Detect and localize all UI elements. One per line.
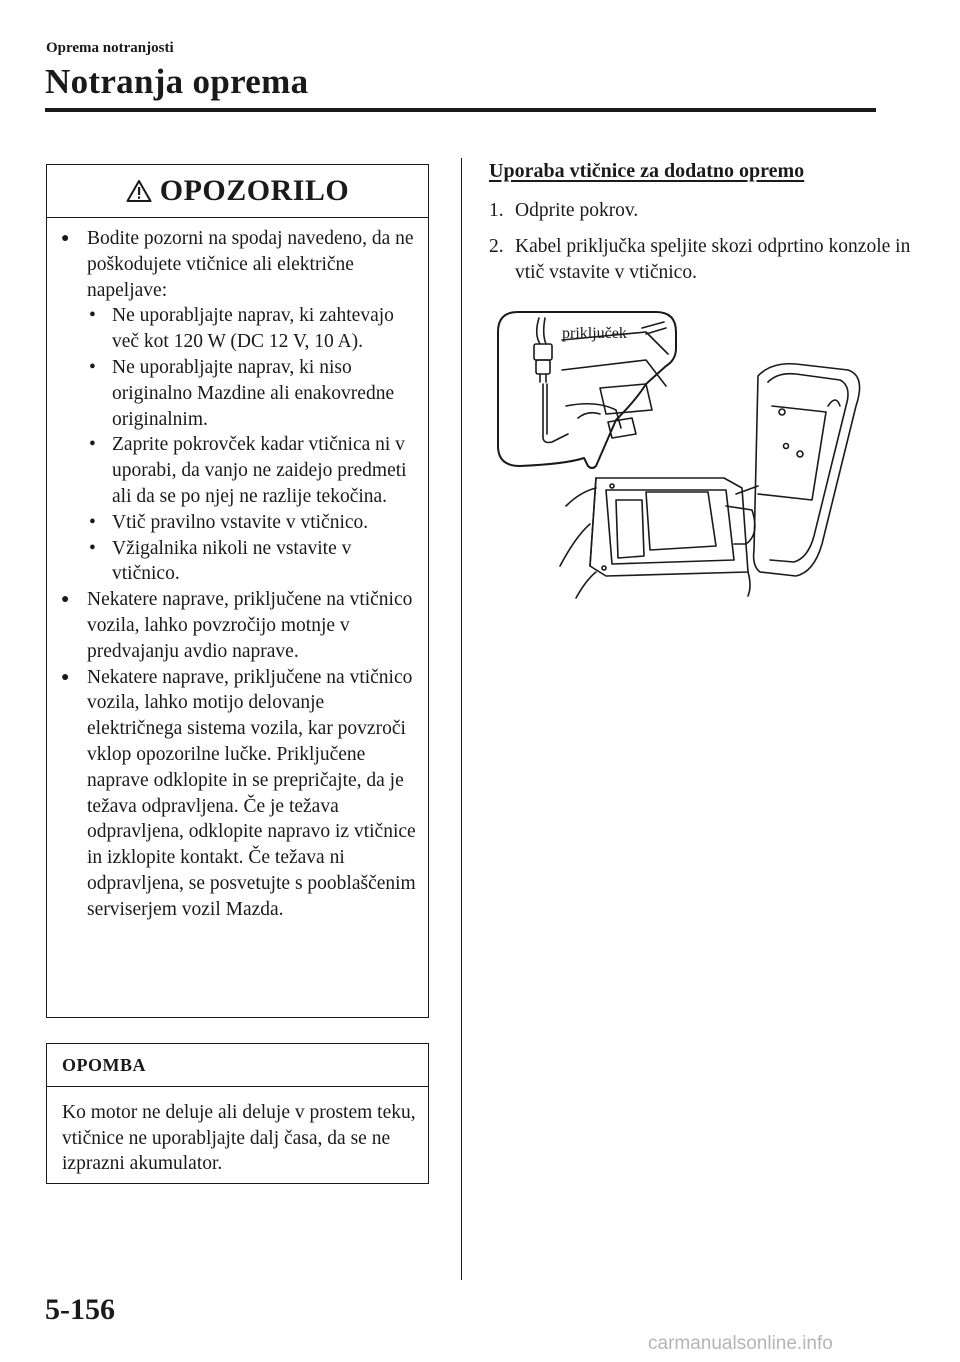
armrest-console-illustration <box>496 310 871 600</box>
warning-subitem-text: Vtič pravilno vstavite v vtičnico. <box>112 511 369 533</box>
bullet-icon: • <box>89 305 96 327</box>
warning-subitem <box>47 355 418 432</box>
warning-item-text: Bodite pozorni na spodaj navedeno, da ne poškodujete vtičnice ali električne napeljave: <box>87 228 414 301</box>
note-header <box>47 1044 428 1087</box>
bullet-icon: • <box>89 537 96 559</box>
bullet-icon: • <box>89 356 96 378</box>
warning-subitem <box>47 303 418 355</box>
bullet-icon: ● <box>61 669 70 685</box>
warning-subitem <box>47 536 418 588</box>
warning-subitem-text: Ne uporabljajte naprav, ki niso originalno Mazdine ali enakovredne originalnim. <box>112 356 395 430</box>
warning-item-text: Nekatere naprave, priključene na vtičnico vozila, lahko povzročijo motnje v predvajanju avdio naprave. <box>87 589 413 662</box>
section-heading: Uporaba vtičnice za dodatno opremo <box>489 160 805 182</box>
note-text: Ko motor ne deluje ali deluje v prostem teku, vtičnice ne uporabljajte dalj časa, da se ne izprazni akumulator. <box>62 1102 416 1174</box>
figure-label: priključek <box>562 325 627 342</box>
watermark: carmanualsonline.info <box>648 1333 833 1354</box>
section-label: Oprema notranjosti <box>46 40 174 56</box>
warning-triangle-icon <box>126 179 152 203</box>
column-divider <box>461 158 462 1280</box>
page-title: Notranja oprema <box>45 62 309 101</box>
step-1 <box>489 198 889 224</box>
page-number: 5-156 <box>45 1293 115 1326</box>
bullet-icon: ● <box>61 592 70 608</box>
step-number: 2. <box>489 236 504 257</box>
step-2 <box>489 234 915 286</box>
warning-subitem <box>47 432 418 509</box>
note-title: OPOMBA <box>62 1054 146 1075</box>
warning-subitem-text: Zaprite pokrovček kadar vtičnica ni v uporabi, da vanjo ne zaidejo predmeti ali da se po njej ne razlije tekočina. <box>112 434 407 507</box>
warning-title: OPOZORILO <box>159 174 350 207</box>
bullet-icon: ● <box>61 231 70 246</box>
bullet-icon: • <box>89 511 96 533</box>
step-number: 1. <box>489 200 504 221</box>
warning-header <box>47 165 428 218</box>
note-box <box>46 1043 429 1184</box>
warning-list <box>47 218 428 923</box>
warning-item <box>47 226 418 303</box>
warning-item <box>47 587 418 664</box>
step-text: Odprite pokrov. <box>515 200 639 221</box>
warning-subitem-text: Ne uporabljajte naprav, ki zahtevajo več kot 120 W (DC 12 V, 10 A). <box>112 305 394 353</box>
warning-subitem <box>47 510 418 536</box>
step-text: Kabel priključka speljite skozi odprtino konzole in vtič vstavite v vtičnico. <box>515 236 911 283</box>
title-rule <box>45 108 876 112</box>
warning-box <box>46 164 429 1018</box>
warning-subitem-text: Vžigalnika nikoli ne vstavite v vtičnico. <box>112 537 352 585</box>
warning-item <box>47 665 418 923</box>
warning-item-text: Nekatere naprave, priključene na vtičnico vozila, lahko motijo delovanje električnega sistema vozila, kar povzroči vklop opozorilne lučke. Priključene naprave odklopite in se prepričajte, da je težava odpravljena. Če je težava odpravljena, odklopite napravo iz vtičnice in izklopite kontakt. Če težava ni odpravljena, se posvetujte s pooblaščenim serviserjem vozil Mazda. <box>87 666 416 920</box>
bullet-icon: • <box>89 434 96 456</box>
